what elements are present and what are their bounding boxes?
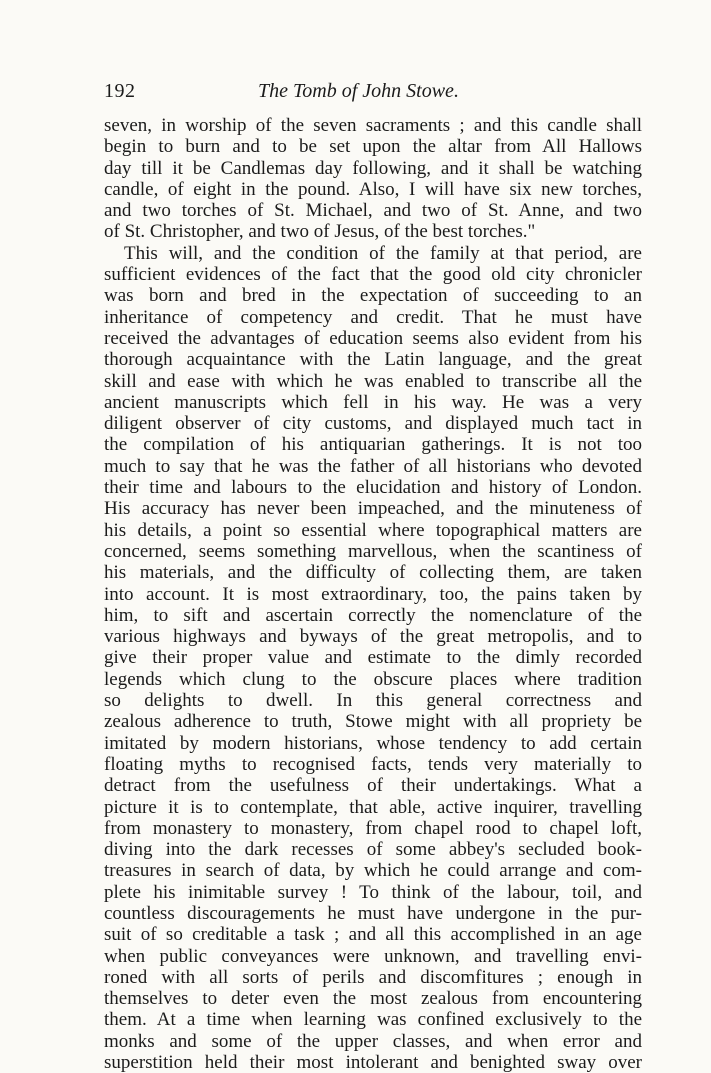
paragraph (104, 115, 642, 243)
text-line: This will, and the condition of the family at that period, are (124, 242, 642, 264)
text-line: begin to burn and to be set upon the altar from All Hallows (104, 136, 642, 158)
text-line: concerned, seems something marvellous, when the scantiness of (104, 540, 642, 562)
text-line: candle, of eight in the pound. Also, I will have six new torches, (104, 178, 642, 200)
paragraph (104, 243, 642, 1073)
page-number: 192 (104, 80, 136, 102)
text-line: thorough acquaintance with the Latin language, and the great (104, 349, 642, 371)
text-line: picture it is to contemplate, that able, active inquirer, travelling (104, 796, 642, 818)
text-line: seven, in worship of the seven sacraments ; and this candle shall (104, 115, 642, 136)
page-header (104, 80, 642, 108)
running-title: The Tomb of John Stowe. (258, 80, 459, 102)
text-line: countless discouragements he must have undergone in the pur- (104, 902, 642, 924)
text-line: detract from the usefulness of their undertakings. What a (104, 775, 642, 797)
text-line: suit of so creditable a task ; and all this accomplished in an age (104, 924, 642, 946)
text-line: much to say that he was the father of all historians who devoted (104, 455, 642, 477)
text-line: sufficient evidences of the fact that the good old city chronicler (104, 264, 642, 286)
text-line: plete his inimitable survey ! To think of the labour, toil, and (104, 881, 642, 903)
text-line: zealous adherence to truth, Stowe might with all propriety be (104, 711, 642, 733)
text-line: received the advantages of education seems also evident from his (104, 327, 642, 349)
text-line: diving into the dark recesses of some abbey's secluded book- (104, 839, 642, 861)
text-line: the compilation of his antiquarian gatherings. It is not too (104, 434, 642, 456)
text-line: their time and labours to the elucidation and history of London. (104, 477, 642, 499)
text-line: His accuracy has never been impeached, and the minuteness of (104, 498, 642, 520)
text-line: themselves to deter even the most zealous from encountering (104, 988, 642, 1010)
text-line: floating myths to recognised facts, tends very materially to (104, 753, 642, 775)
text-line: various highways and byways of the great metropolis, and to (104, 626, 642, 648)
text-line: from monastery to monastery, from chapel rood to chapel loft, (104, 817, 642, 839)
text-line: him, to sift and ascertain correctly the nomenclature of the (104, 604, 642, 626)
text-line: diligent observer of city customs, and displayed much tact in (104, 413, 642, 435)
text-line: monks and some of the upper classes, and when error and (104, 1030, 642, 1052)
text-line: was born and bred in the expectation of succeeding to an (104, 285, 642, 307)
text-line: into account. It is most extraordinary, too, the pains taken by (104, 583, 642, 605)
text-line: them. At a time when learning was confined exclusively to the (104, 1009, 642, 1031)
text-line: of St. Christopher, and two of Jesus, of the best torches." (104, 221, 536, 243)
text-line: ancient manuscripts which fell in his way. He was a very (104, 391, 642, 413)
text-line: imitated by modern historians, whose tendency to add certain (104, 732, 642, 754)
text-line: inheritance of competency and credit. That he must have (104, 306, 642, 328)
text-line: his materials, and the difficulty of collecting them, are taken (104, 562, 642, 584)
body-text (104, 115, 642, 1073)
text-line: skill and ease with which he was enabled to transcribe all the (104, 370, 642, 392)
text-line: treasures in search of data, by which he could arrange and com- (104, 860, 642, 882)
text-line: roned with all sorts of perils and discomfitures ; enough in (104, 966, 642, 988)
text-line: give their proper value and estimate to the dimly recorded (104, 647, 642, 669)
text-line: so delights to dwell. In this general correctness and (104, 690, 642, 712)
text-line: day till it be Candlemas day following, and it shall be watching (104, 157, 642, 179)
text-line: superstition held their most intolerant and benighted sway over (104, 1052, 642, 1073)
text-line: his details, a point so essential where topographical matters are (104, 519, 642, 541)
text-line: when public conveyances were unknown, and travelling envi- (104, 945, 642, 967)
text-line: legends which clung to the obscure places where tradition (104, 668, 642, 690)
text-line: and two torches of St. Michael, and two of St. Anne, and two (104, 200, 642, 222)
